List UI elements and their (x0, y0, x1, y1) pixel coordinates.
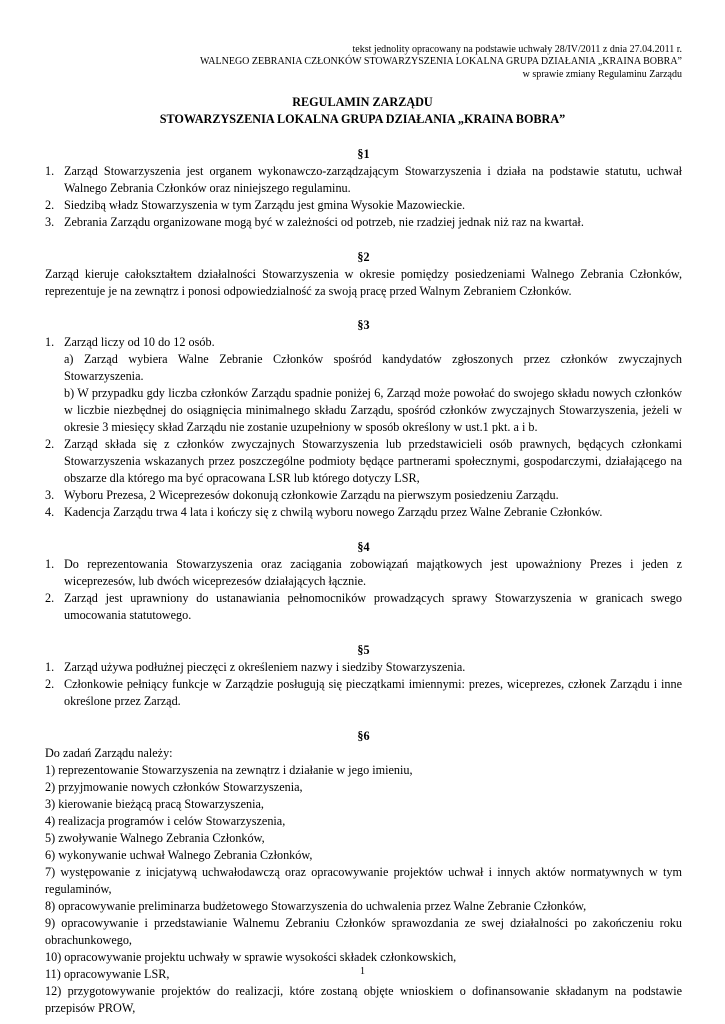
list-item: 10) opracowywanie projektu uchwały w sprawie wysokości składek członkowskich, (45, 950, 457, 964)
item-text: Wyboru Prezesa, 2 Wiceprezesów dokonują członkowie Zarządu na pierwszym posiedzeniu Zarządu. (64, 488, 559, 502)
item-number: 3. (45, 215, 55, 229)
item-number: 3. (45, 488, 55, 502)
section-6-intro: Do zadań Zarządu należy: (45, 746, 173, 760)
item-number: 1. (45, 660, 55, 674)
item-number: 1. (45, 557, 55, 571)
section-4-heading: §4 (357, 540, 370, 554)
list-item (45, 334, 682, 351)
document-body (45, 146, 682, 1017)
item-number: 2. (45, 437, 55, 451)
list-item: 6) wykonywanie uchwał Walnego Zebrania Członków, (45, 848, 313, 862)
title-line-2: STOWARZYSZENIA LOKALNA GRUPA DZIAŁANIA „KRAINA BOBRA” (159, 112, 566, 126)
list-item (45, 487, 682, 504)
sub-item-a: a) Zarząd wybiera Walne Zebranie Członków spośród kandydatów zgłoszonych przez członków zwyczajnych Stowarzyszenia. (64, 352, 682, 383)
list-item: 11) opracowywanie LSR, (45, 967, 170, 981)
list-item (45, 197, 682, 214)
section-1-heading: §1 (357, 147, 370, 161)
section-3-heading: §3 (357, 318, 370, 332)
item-text: Do reprezentowania Stowarzyszenia oraz zaciągania zobowiązań majątkowych jest upoważniony Prezes i jeden z wiceprezesów, lub dwóch wiceprezesów działających łącznie. (64, 557, 682, 588)
list-item (45, 214, 682, 231)
list-item: 12) przygotowywanie projektów do realizacji, które zostaną objęte wnioskiem o dofinansowanie składanym na podstawie przepisów PROW, (45, 984, 682, 1015)
item-text: Zarząd liczy od 10 do 12 osób. (64, 335, 215, 349)
list-item: 7) występowanie z inicjatywą uchwałodawczą oraz opracowywanie projektów uchwał i innych aktów normatywnych w tym regulaminów, (45, 865, 682, 896)
document-title (0, 94, 725, 128)
sub-item-b: b) W przypadku gdy liczba członków Zarządu spadnie poniżej 6, Zarząd może powołać do swojego składu nowych członków w liczbie niezbędnej do osiągnięcia minimalnego składu Zarządu, spośród członków zwyczajnych Stowarzyszenia, jeżeli w okresie 3 miesięcy skład Zarządu nie zostanie uzupełniony w sposób określony w ust.1 pkt. a i b. (64, 386, 682, 434)
section-2-heading: §2 (357, 250, 370, 264)
item-number: 2. (45, 591, 55, 605)
list-item (45, 659, 682, 676)
list-item (45, 556, 682, 590)
list-item: 5) zwoływanie Walnego Zebrania Członków, (45, 831, 265, 845)
item-text: Siedzibą władz Stowarzyszenia w tym Zarządu jest gmina Wysokie Mazowieckie. (64, 198, 466, 212)
item-number: 4. (45, 505, 55, 519)
list-item (45, 436, 682, 487)
item-text: Zebrania Zarządu organizowane mogą być w zależności od potrzeb, nie rzadziej jednak niż raz na kwartał. (64, 215, 584, 229)
list-item: 3) kierowanie bieżącą pracą Stowarzyszenia, (45, 797, 264, 811)
list-item: 4) realizacja programów i celów Stowarzyszenia, (45, 814, 286, 828)
page-number: 1 (360, 966, 365, 977)
list-item: 2) przyjmowanie nowych członków Stowarzyszenia, (45, 780, 303, 794)
item-text: Zarząd składa się z członków zwyczajnych Stowarzyszenia lub przedstawicieli osób prawnych, będących członkami Stowarzyszenia wskazanych przez poszczególne podmioty będące partnerami społecznymi, gospodarczymi, działającego na obszarze dla którego ma być opracowana LSR lub którego dotyczy LSR, (64, 437, 682, 485)
list-item: 8) opracowywanie preliminarza budżetowego Stowarzyszenia do uchwalenia przez Walne Zebranie Członków, (45, 899, 587, 913)
header-line-1: tekst jednolity opracowany na podstawie uchwały 28/IV/2011 z dnia 27.04.2011 r. (352, 44, 682, 55)
item-text: Kadencja Zarządu trwa 4 lata i kończy się z chwilą wyboru nowego Zarządu przez Walne Zebranie Członków. (64, 505, 603, 519)
section-5-heading: §5 (357, 643, 370, 657)
list-item (45, 676, 682, 710)
item-text: Zarząd jest uprawniony do ustanawiania pełnomocników prowadzących sprawy Stowarzyszenia w granicach swego umocowania statutowego. (64, 591, 682, 622)
section-6-heading: §6 (357, 729, 370, 743)
title-line-1: REGULAMIN ZARZĄDU (292, 95, 433, 109)
item-text: Zarząd Stowarzyszenia jest organem wykonawczo-zarządzającym Stowarzyszenia i działa na podstawie statutu, uchwał Walnego Zebrania Członków oraz niniejszego regulaminu. (64, 164, 682, 195)
item-number: 1. (45, 335, 55, 349)
list-item: 1) reprezentowanie Stowarzyszenia na zewnątrz i działanie w jego imieniu, (45, 763, 413, 777)
section-2-paragraph: Zarząd kieruje całokształtem działalności Stowarzyszenia w okresie pomiędzy posiedzeniami Walnego Zebrania Członków, reprezentuje je na zewnątrz i ponosi odpowiedzialność za swoją pracę przed Walnym Zebraniem Członków. (45, 267, 682, 298)
list-item (45, 504, 682, 521)
item-number: 2. (45, 677, 55, 691)
document-header (82, 44, 682, 81)
list-item (45, 163, 682, 197)
list-item: 9) opracowywanie i przedstawianie Walnemu Zebraniu Członków sprawozdania ze swej działalności po zakończeniu roku obrachunkowego, (45, 916, 682, 947)
item-number: 1. (45, 164, 55, 178)
item-text: Członkowie pełniący funkcje w Zarządzie posługują się pieczątkami imiennymi: prezes, wiceprezes, członek Zarządu i inne określone przez Zarząd. (64, 677, 682, 708)
item-text: Zarząd używa podłużnej pieczęci z określeniem nazwy i siedziby Stowarzyszenia. (64, 660, 466, 674)
header-line-3: w sprawie zmiany Regulaminu Zarządu (522, 68, 682, 80)
list-item (45, 590, 682, 624)
header-line-2: WALNEGO ZEBRANIA CZŁONKÓW STOWARZYSZENIA LOKALNA GRUPA DZIAŁANIA „KRAINA BOBRA” (199, 56, 682, 68)
item-number: 2. (45, 198, 55, 212)
